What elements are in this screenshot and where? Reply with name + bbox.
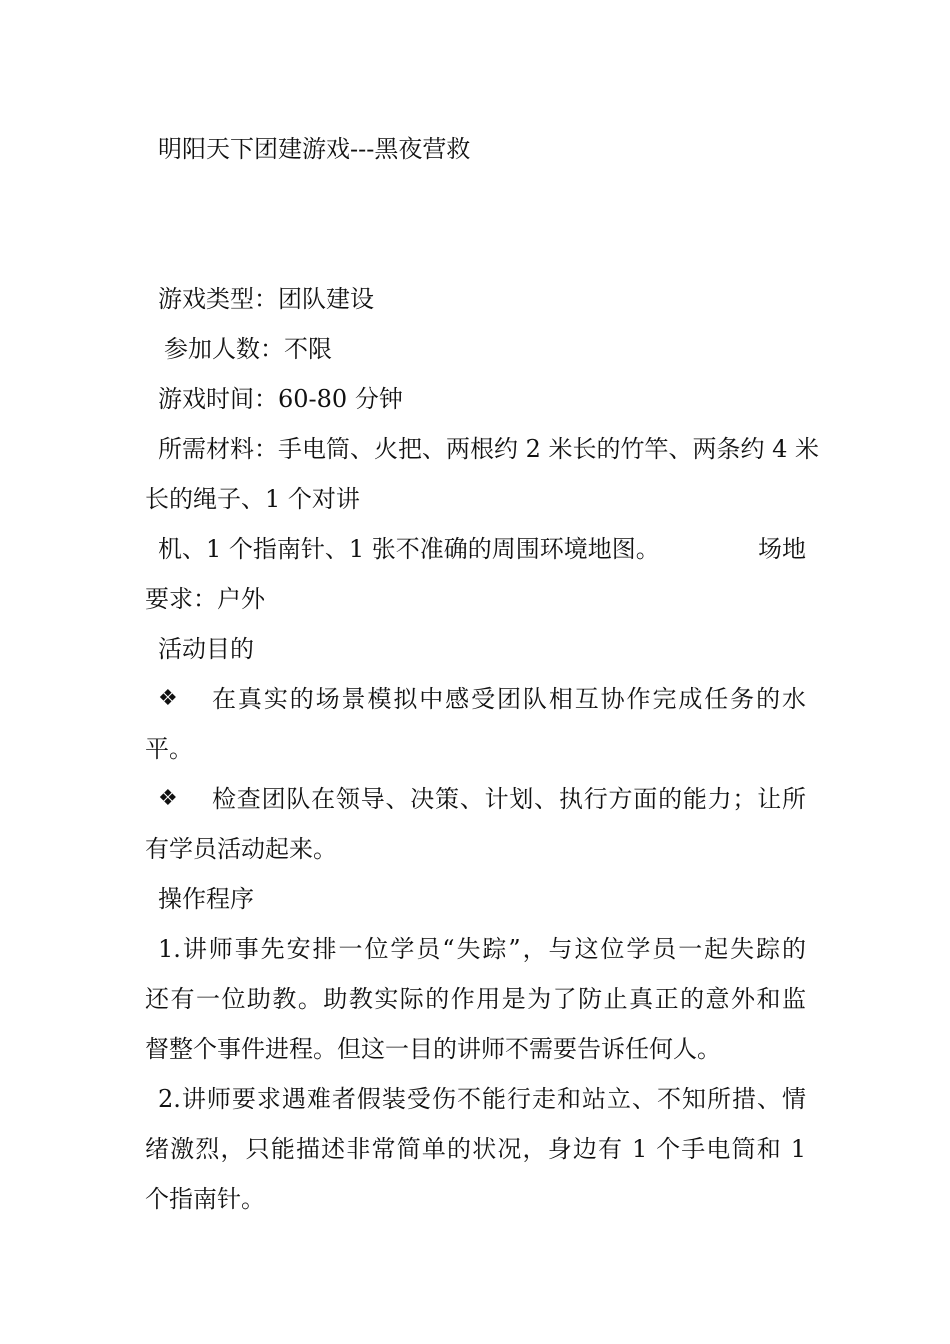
step-1-line-1: 1.讲师事先安排一位学员“失踪”，与这位学员一起失踪的 — [158, 935, 806, 963]
step-2-line-1: 2.讲师要求遇难者假装受伤不能行走和站立、不知所措、情 — [158, 1085, 806, 1113]
document-title: 明阳天下团建游戏---黑夜营救 — [158, 135, 471, 163]
materials-line-2: 长的绳子、1 个对讲 — [145, 485, 360, 513]
objective-2-line-2: 有学员活动起来。 — [145, 835, 337, 863]
duration: 游戏时间：60-80 分钟 — [158, 385, 403, 413]
venue-label: 场地 — [758, 535, 806, 563]
bullet-icon: ❖ — [158, 786, 178, 811]
step-2-line-2: 绪激烈，只能描述非常简单的状况，身边有 1 个手电筒和 1 — [145, 1135, 806, 1163]
step-1-line-2: 还有一位助教。助教实际的作用是为了防止真正的意外和监 — [145, 985, 806, 1013]
objective-2-line-1: 检查团队在领导、决策、计划、执行方面的能力；让所 — [212, 785, 806, 813]
bullet-icon: ❖ — [158, 686, 178, 711]
step-2-line-3: 个指南针。 — [145, 1185, 265, 1213]
step-1-line-3: 督整个事件进程。但这一目的讲师不需要告诉任何人。 — [145, 1035, 721, 1063]
procedure-heading: 操作程序 — [158, 885, 254, 913]
game-type: 游戏类型：团队建设 — [158, 285, 374, 313]
materials-line-3-row — [158, 534, 806, 564]
materials-line-1: 所需材料：手电筒、火把、两根约 2 米长的竹竿、两条约 4 米 — [158, 435, 820, 463]
materials-line-3: 机、1 个指南针、1 张不准确的周围环境地图。 — [158, 535, 660, 563]
objective-1-line-1: 在真实的场景模拟中感受团队相互协作完成任务的水 — [212, 685, 806, 713]
venue-requirement: 要求：户外 — [145, 585, 265, 613]
objectives-heading: 活动目的 — [158, 635, 254, 663]
objective-1-line-2: 平。 — [145, 735, 193, 763]
participants: 参加人数：不限 — [164, 335, 332, 363]
